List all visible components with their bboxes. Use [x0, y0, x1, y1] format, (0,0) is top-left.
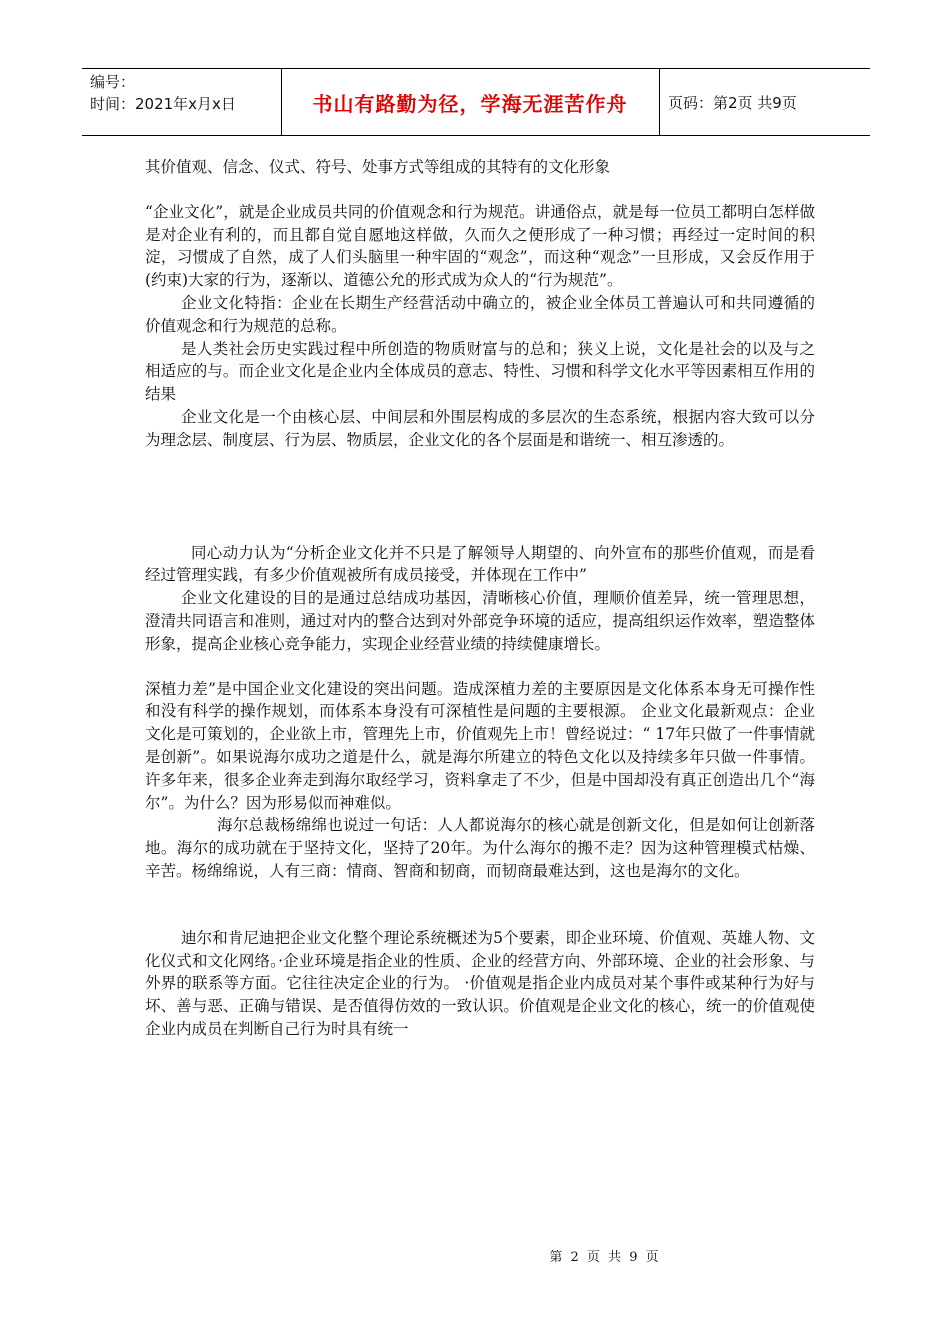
paragraph: “企业文化”，就是企业成员共同的价值观念和行为规范。讲通俗点，就是每一位员工都明白怎样做是对企业有利的，而且都自觉自愿地这样做，久而久之便形成了一种习惯；再经过一定时间的积淀，习惯成了自然，成了人们头脑里一种牢固的“观念”，而这种“观念”一旦形成，又会反作用于(约束)大家的行为，逐渐以、道德公允的形式成为众人的“行为规范”。 — [145, 202, 815, 290]
header-meta — [90, 71, 236, 115]
paragraph: 企业文化建设的目的是通过总结成功基因，清晰核心价值，理顺价值差异，统一管理思想，澄清共同语言和准则，通过对内的整合达到对外部竞争环境的适应，提高组织运作效率，塑造整体形象，提高企业核心竞争能力，实现企业经营业绩的持续健康增长。 — [145, 589, 815, 653]
paragraph: 同心动力认为“分析企业文化并不只是了解领导人期望的、向外宣布的那些价值观，而是看经过管理实践，有多少价值观被所有成员接受，并体现在工作中” — [145, 543, 815, 585]
header-table — [82, 68, 870, 136]
paragraph: 是人类社会历史实践过程中所创造的物质财富与的总和；狭义上说，文化是社会的以及与之相适应的与。而企业文化是企业内全体成员的意志、特性、习惯和科学文化水平等因素相互作用的结果 — [145, 339, 815, 404]
doc-number-label: 编号： — [90, 73, 136, 91]
paragraph: 深植力差”是中国企业文化建设的突出问题。造成深植力差的主要原因是文化体系本身无可操作性和没有科学的操作规划，而体系本身没有可深植性是问题的主要根源。 企业文化最新观点：企业文化是可策划的，企业欲上市，管理先上市，价值观先上市！曾经说过：“ 17年只做了一件事情就是创新”。如果说海尔成功之道是什么，就是海尔所建立的特色文化以及持续多年只做一件事情。许多年来，很多企业奔走到海尔取经学习，资料拿走了不少，但是中国却没有真正创造出几个“海尔”。为什么？因为形易似而神难似。 — [145, 679, 815, 812]
date-label: 时间：2021年x月x日 — [90, 95, 236, 113]
paragraph: 企业文化是一个由核心层、中间层和外围层构成的多层次的生态系统，根据内容大致可以分为理念层、制度层、行为层、物质层，企业文化的各个层面是和谐统一、相互渗透的。 — [145, 407, 815, 449]
document-body — [145, 156, 815, 1041]
paragraph: 其价值观、信念、仪式、符号、处事方式等组成的其特有的文化形象 — [145, 158, 611, 176]
header-page-info: 页码：第2页 共9页 — [668, 93, 797, 112]
header-motto: 书山有路勤为径，学海无涯苦作舟 — [312, 91, 628, 116]
paragraph: 海尔总裁杨绵绵也说过一句话：人人都说海尔的核心就是创新文化，但是如何让创新落地。海尔的成功就在于坚持文化，坚持了20年。为什么海尔的搬不走？因为这种管理模式枯燥、辛苦。杨绵绵说，人有三商：情商、智商和韧商，而韧商最难达到，这也是海尔的文化。 — [145, 816, 815, 880]
paragraph: 迪尔和肯尼迪把企业文化整个理论系统概述为5个要素，即企业环境、价值观、英雄人物、文化仪式和文化网络。·企业环境是指企业的性质、企业的经营方向、外部环境、企业的社会形象、与外界的联系等方面。它往往决定企业的行为。 ·价值观是指企业内成员对某个事件或某种行为好与坏、善与恶、正确与错误、是否值得仿效的一致认识。价值观是企业文化的核心，统一的价值观使企业内成员在判断自己行为时具有统一 — [145, 928, 815, 1038]
paragraph: 企业文化特指：企业在长期生产经营活动中确立的，被企业全体员工普遍认可和共同遵循的价值观念和行为规范的总称。 — [145, 293, 815, 335]
header-divider — [659, 69, 660, 135]
page-footer: 第 2 页 共 9 页 — [549, 1250, 661, 1265]
